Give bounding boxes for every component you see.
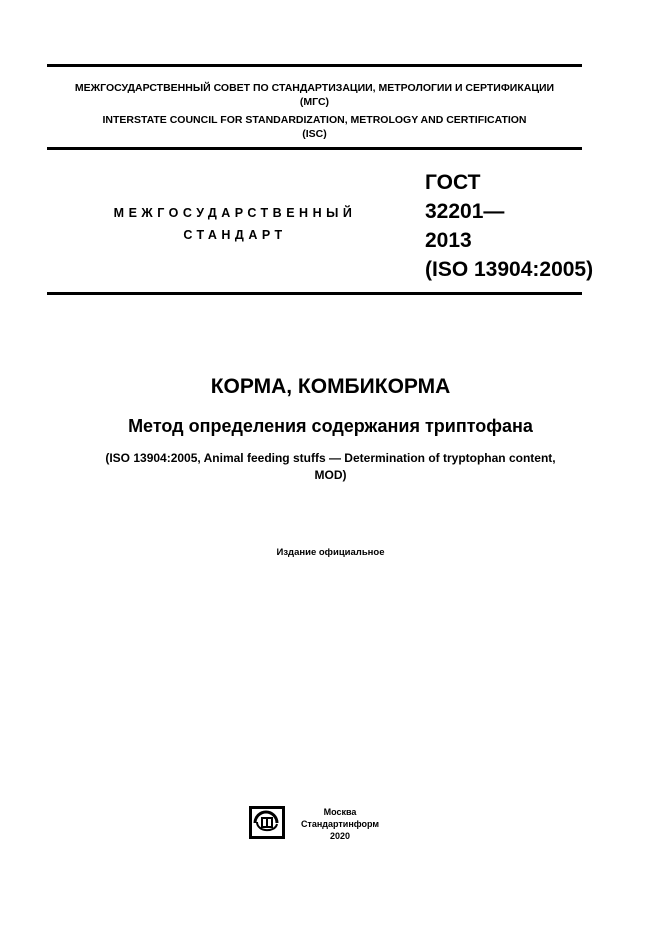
council-en-abbr: (ISC) [302, 128, 327, 140]
gost-line1: ГОСТ [425, 171, 481, 194]
publisher-city: Москва [323, 807, 357, 817]
publisher-year: 2020 [329, 831, 351, 841]
iso-reference-line2: MOD) [314, 468, 347, 482]
standard-label-line2: СТАНДАРТ [183, 228, 287, 242]
council-ru-abbr: (МГС) [299, 96, 330, 108]
council-name-en [47, 113, 582, 141]
council-name-ru [47, 81, 582, 109]
standartinform-logo-icon [249, 806, 285, 839]
middle-rule [47, 147, 582, 150]
iso-reference-line1: (ISO 13904:2005, Animal feeding stuffs — Determination of tryptophan content, [105, 451, 556, 465]
gost-designation [425, 168, 593, 284]
iso-reference [47, 450, 614, 484]
gost-line2: 32201— [425, 200, 505, 223]
document-title: КОРМА, КОМБИКОРМА [210, 375, 451, 398]
document-subtitle: Метод определения содержания триптофана [128, 416, 533, 436]
council-ru-line1: МЕЖГОСУДАРСТВЕННЫЙ СОВЕТ ПО СТАНДАРТИЗАЦИИ, МЕТРОЛОГИИ И СЕРТИФИКАЦИИ [74, 82, 555, 94]
gost-line4: (ISO 13904:2005) [425, 258, 594, 281]
gost-line3: 2013 [425, 229, 472, 252]
edition-note: Издание официальное [276, 547, 385, 558]
publisher-block [295, 806, 385, 842]
standard-label-line1: МЕЖГОСУДАРСТВЕННЫЙ [113, 206, 357, 220]
standard-label [90, 202, 380, 246]
publisher-name: Стандартинформ [300, 819, 380, 829]
bottom-rule [47, 292, 582, 295]
top-rule [47, 64, 582, 67]
council-en-line1: INTERSTATE COUNCIL FOR STANDARDIZATION, METROLOGY AND CERTIFICATION [102, 114, 527, 126]
